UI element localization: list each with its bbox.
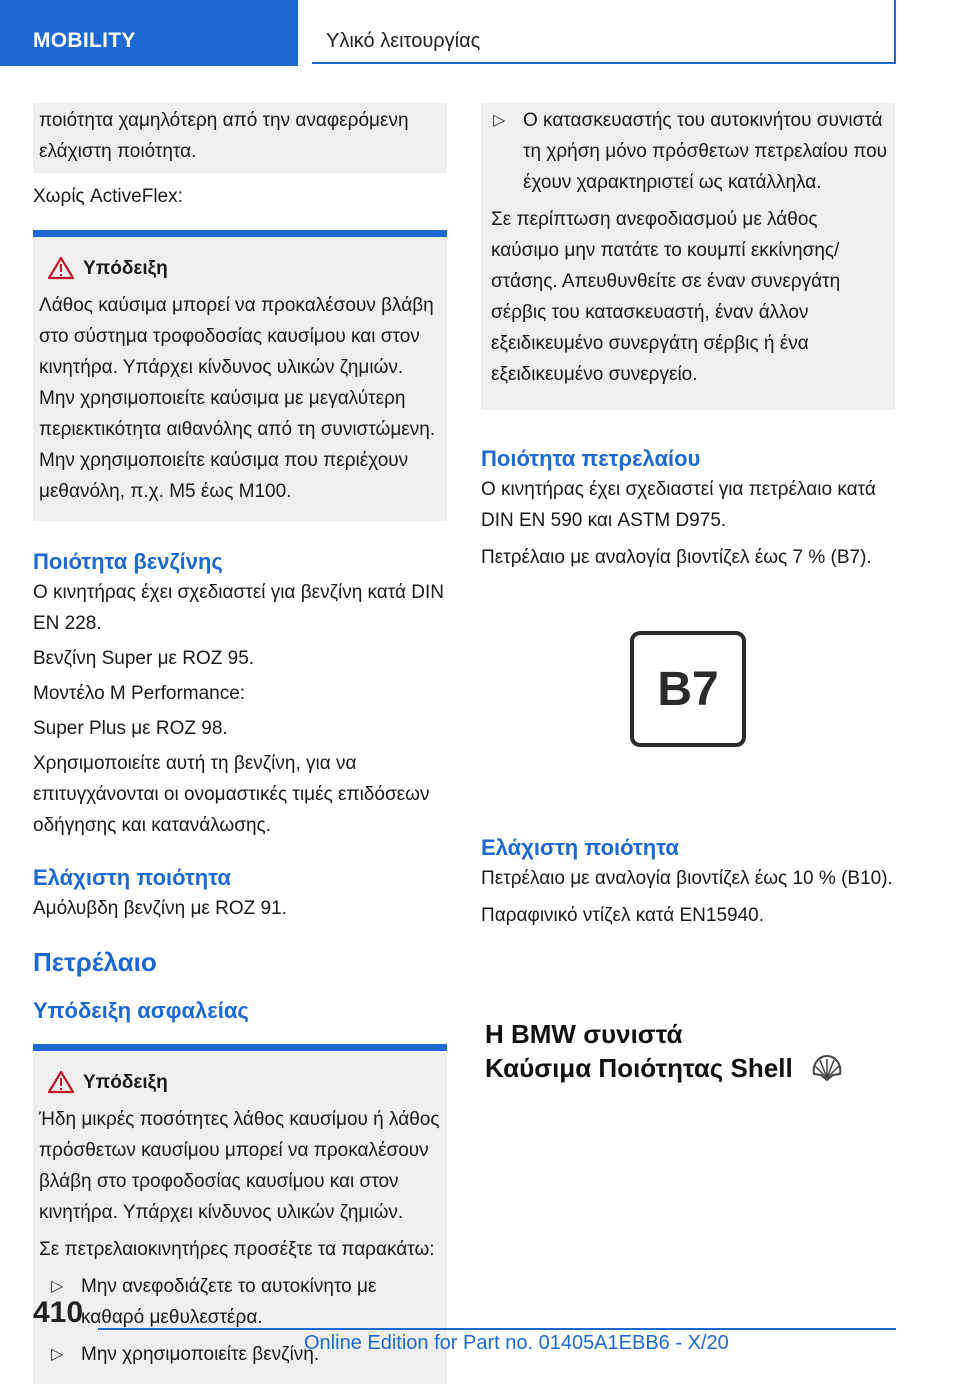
biodiesel-b7-text: Πετρέλαιο με αναλογία βιοντίζελ έως 7 % (B7). bbox=[481, 547, 872, 568]
info-box-continued: ποιότητα χαμηλότερη από την αναφερόμενη ελάχιστη ποιότητα. bbox=[33, 103, 447, 173]
super-plus-text: Super Plus με ROZ 98. bbox=[33, 718, 228, 739]
warning-box-fuel bbox=[33, 230, 447, 521]
page-header bbox=[0, 0, 960, 66]
petrol-super-text: Βενζίνη Super με ROZ 95. bbox=[33, 648, 255, 669]
petrol-usage-text: Χρησιμοποιείτε αυτή τη βενζίνη, για να επιτυγχάνονται οι ονομαστικές τιμές επιδόσεων οδήγησης και κατανάλωσης. bbox=[33, 753, 430, 836]
b7-fuel-label: B7 bbox=[630, 631, 746, 747]
warning-triangle-icon bbox=[47, 1070, 75, 1094]
diesel-heading: Πετρέλαιο bbox=[33, 947, 157, 977]
footer-divider bbox=[98, 1328, 896, 1330]
shell-recommendation bbox=[481, 1017, 895, 1085]
list-item: ▷ Ο κατασκευαστής του αυτοκινήτου συνιστά τη χρήση μόνο πρόσθετων πετρελαίου που έχουν χαρακτηριστεί ως κατάλληλα. bbox=[481, 105, 889, 198]
left-column bbox=[33, 103, 447, 1384]
shell-line-2: Καύσιμα Ποιότητας Shell bbox=[485, 1053, 793, 1083]
shell-logo-icon bbox=[811, 1054, 843, 1082]
info-box-additives bbox=[481, 103, 895, 410]
petrol-standard-text: Ο κινητήρας έχει σχεδιαστεί για βενζίνη κατά DIN EN 228. bbox=[33, 582, 445, 634]
min-quality-text: Αμόλυβδη βενζίνη με ROZ 91. bbox=[33, 898, 287, 919]
warning-triangle-icon bbox=[47, 256, 75, 280]
paraffinic-diesel-text: Παραφινικό ντίζελ κατά EN15940. bbox=[481, 905, 764, 926]
misfuel-text: Σε περίπτωση ανεφοδιασμού με λάθος καύσιμο μην πατάτε το κουμπί εκκίνησης/στάσης. Απευθυνθείτε σε έναν συνεργάτη σέρβις του κατασκευαστή, έναν άλλον εξειδικευμένο συνεργάτη σέρβις ή ένα εξειδικευμένο συνεργείο. bbox=[491, 209, 841, 385]
biodiesel-b10-text: Πετρέλαιο με αναλογία βιοντίζελ έως 10 % (B10). bbox=[481, 868, 893, 889]
safety-heading: Υπόδειξη ασφαλείας bbox=[33, 998, 249, 1023]
list-item: ▷ Μην χρησιμοποιείτε βενζίνη. bbox=[39, 1339, 441, 1370]
m-performance-label: Μοντέλο M Performance: bbox=[33, 683, 246, 704]
section-tab: MOBILITY bbox=[0, 0, 298, 66]
petrol-quality-heading: Ποιότητα βενζίνης bbox=[33, 549, 223, 574]
diesel-quality-heading: Ποιότητα πετρελαίου bbox=[481, 446, 701, 471]
diesel-min-quality-heading: Ελάχιστη ποιότητα bbox=[481, 835, 679, 860]
triangle-bullet-icon: ▷ bbox=[493, 112, 506, 129]
min-quality-heading: Ελάχιστη ποιότητα bbox=[33, 865, 231, 890]
warning-title: Υπόδειξη bbox=[39, 253, 441, 284]
shell-line-1: Η BMW συνιστά bbox=[485, 1019, 683, 1049]
warning-text: Λάθος καύσιμα μπορεί να προκαλέσουν βλάβη στο σύστημα τροφοδοσίας καυσίμου και στον κινητήρα. Υπάρχει κίνδυνος υλικών ζημιών. Μην χρησιμοποιείτε καύσιμα με μεγαλύτερη περιεκτικότητα αιθανόλης από τη συνιστώμενη. Μην χρησιμοποιείτε καύσιμα που περιέχουν μεθανόλη, π.χ. M5 έως M100. bbox=[39, 295, 436, 502]
diesel-standard-text: Ο κινητήρας έχει σχεδιαστεί για πετρέλαιο κατά DIN EN 590 και ASTM D975. bbox=[481, 479, 876, 531]
without-activeflex-label: Χωρίς ActiveFlex: bbox=[33, 186, 183, 207]
triangle-bullet-icon: ▷ bbox=[51, 1278, 64, 1295]
warning-title: Υπόδειξη bbox=[39, 1067, 441, 1098]
edition-text: Online Edition for Part no. 01405A1EBB6 - X/20 bbox=[304, 1332, 729, 1354]
right-column bbox=[481, 103, 895, 1085]
page-number: 410 bbox=[33, 1296, 84, 1329]
list-item: ▷ Μην ανεφοδιάζετε το αυτοκίνητο με καθαρό μεθυλεστέρα. bbox=[39, 1271, 441, 1333]
chapter-title: Υλικό λειτουργίας bbox=[312, 0, 896, 64]
b7-label-figure bbox=[481, 631, 895, 747]
warning-text: Ήδη μικρές ποσότητες λάθος καυσίμου ή λάθος πρόσθετων καυσίμου μπορεί να προκαλέσουν βλάβη στο τροφοδοσίας καυσίμου και στον κινητήρα. Υπάρχει κίνδυνος υλικών ζημιών. bbox=[39, 1109, 440, 1223]
triangle-bullet-icon: ▷ bbox=[51, 1346, 64, 1363]
warning-note: Σε πετρελαιοκινητήρες προσέξτε τα παρακάτω: bbox=[39, 1239, 435, 1260]
